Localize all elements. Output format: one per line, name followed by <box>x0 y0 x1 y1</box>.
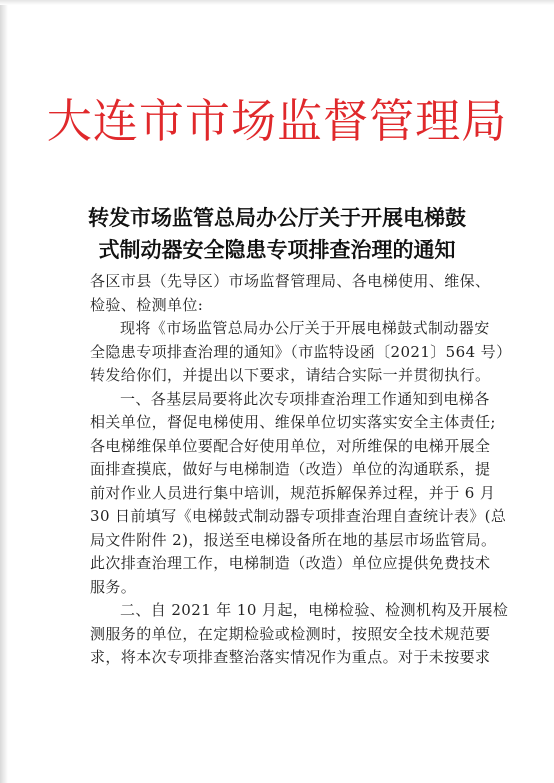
item-2-paragraph <box>90 599 509 670</box>
notice-title <box>0 202 554 266</box>
item-1-line: 各电梯维保单位要配合好使用单位，对所维保的电梯开展全 <box>90 436 491 455</box>
letterhead-org-name: 大连市市场监督管理局 <box>46 94 508 148</box>
intro-line: 全隐患专项排查治理的通知》（市监特设函〔2021〕564 号） <box>90 342 512 361</box>
item-1-line: 30 日前填写《电梯鼓式制动器专项排查治理自查统计表》(总 <box>90 507 507 525</box>
addressee-line: 检验、检测单位: <box>90 295 204 314</box>
item-1-line: 局文件附件 2)，报送至电梯设备所在地的基层市场监管局。 <box>90 530 497 549</box>
item-1-line: 服务。 <box>90 577 137 596</box>
item-2-line: 测服务的单位，在定期检验或检测时，按照安全技术规范要 <box>90 624 491 643</box>
item-2-line: 二、自 2021 年 10 月起，电梯检验、检测机构及开展检 <box>120 601 509 619</box>
intro-line: 转发给你们，并提出以下要求，请结合实际一并贯彻执行。 <box>90 366 491 384</box>
item-1-line: 相关单位，督促电梯使用、维保单位切实落实安全主体责任; <box>90 413 496 431</box>
item-1-paragraph <box>90 388 507 600</box>
scan-edge-shadow-top <box>0 0 554 5</box>
intro-paragraph <box>90 317 512 388</box>
item-1-line: 一、各基层局要将此次专项排查治理工作通知到电梯各 <box>120 389 490 408</box>
item-1-line: 此次排查治理工作，电梯制造（改造）单位应提供免费技术 <box>90 554 491 572</box>
item-2-line: 求，将本次专项排查整治落实情况作为重点。对于未按要求 <box>90 648 491 666</box>
intro-line: 现将《市场监管总局办公厅关于开展电梯鼓式制动器安 <box>120 319 490 337</box>
item-1-line: 前对作业人员进行集中培训，规范拆解保养过程，并于 6 月 <box>90 483 496 502</box>
notice-body <box>90 270 512 670</box>
notice-title-line-1: 转发市场监管总局办公厅关于开展电梯鼓 <box>88 206 466 230</box>
notice-title-line-2: 式制动器安全隐患专项排查治理的通知 <box>98 238 456 262</box>
addressee-line: 各区市县（先导区）市场监督管理局、各电梯使用、维保、 <box>90 272 491 290</box>
addressee-paragraph <box>90 270 490 317</box>
item-1-line: 面排查摸底，做好与电梯制造（改造）单位的沟通联系，提 <box>90 460 491 478</box>
